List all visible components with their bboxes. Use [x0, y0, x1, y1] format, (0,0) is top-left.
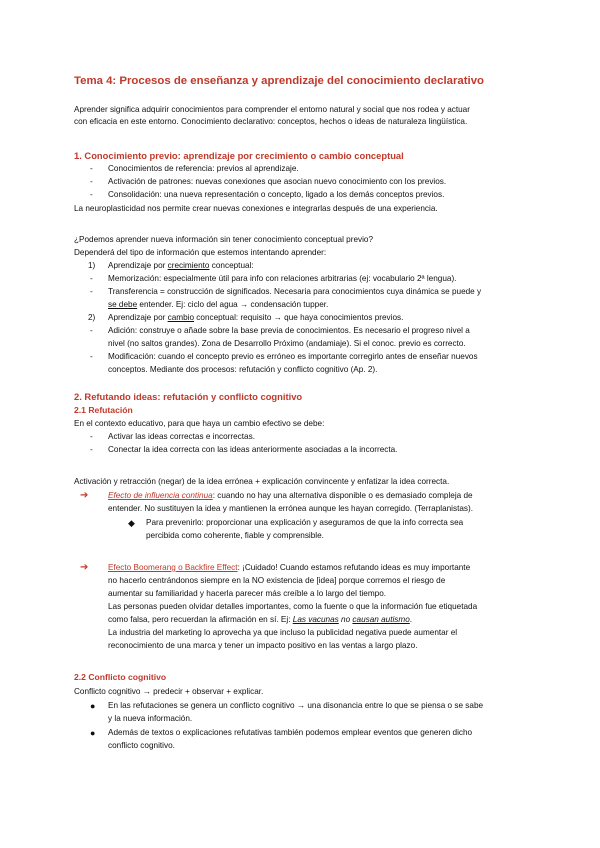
- list-item-cont: conceptos. Mediante dos procesos: refutación y conflicto cognitivo (Ap. 2).: [108, 365, 378, 374]
- list-item-cont: y la nueva información.: [108, 714, 193, 723]
- prevent-text-cont: percibida como coherente, fiable y comprensible.: [146, 531, 324, 540]
- list-item-cont: conflicto cognitivo.: [108, 741, 175, 750]
- influence-effect: Efecto de influencia continua: cuando no hay una alternativa disponible o es demasiado compleja de: [108, 491, 473, 500]
- page-title: Tema 4: Procesos de enseñanza y aprendizaje del conocimiento declarativo: [74, 75, 484, 87]
- list-item: Activación de patrones: nuevas conexiones que asocian nuevo conocimiento con los previos.: [108, 177, 447, 186]
- neuroplasticity-text: La neuroplasticidad nos permite crear nuevas conexiones e integrarlas después de una experiencia.: [74, 204, 438, 213]
- dash-bullet: -: [90, 177, 93, 186]
- arrow-right-icon: ➔: [80, 562, 89, 573]
- dash-bullet: -: [90, 287, 93, 296]
- section-1-heading: 1. Conocimiento previo: aprendizaje por crecimiento o cambio conceptual: [74, 150, 404, 161]
- section-2-heading: 2. Refutando ideas: refutación y conflicto cognitivo: [74, 391, 303, 402]
- dash-bullet: -: [90, 445, 93, 454]
- intro-line-1: Aprender significa adquirir conocimientos para comprender el entorno natural y social que nos rodea y actuar: [74, 105, 470, 114]
- conflict-text: Conflicto cognitivo → predecir + observar + explicar.: [74, 687, 264, 696]
- change-item: Aprendizaje por cambio conceptual: requisito → que haya conocimientos previos.: [108, 313, 404, 322]
- list-item-cont: se debe entender. Ej: ciclo del agua → condensación tupper.: [108, 300, 329, 309]
- list-item: En las refutaciones se genera un conflicto cognitivo → una disonancia entre lo que se piensa o se sabe: [108, 701, 484, 710]
- dash-bullet: -: [90, 274, 93, 283]
- list-number: 2): [88, 313, 96, 322]
- dash-bullet: -: [90, 432, 93, 441]
- subsection-2-1-heading: 2.1 Refutación: [74, 405, 133, 415]
- dash-bullet: -: [90, 190, 93, 199]
- list-item: Modificación: cuando el concepto previo es erróneo es importante corregirlo antes de enseñar nuevos: [108, 352, 478, 361]
- growth-item: Aprendizaje por crecimiento conceptual:: [108, 261, 254, 270]
- list-item: Consolidación: una nueva representación o concepto, ligado a los demás conceptos previos.: [108, 190, 445, 199]
- intro-line-2: con eficacia en este entorno. Conocimiento declarativo: conceptos, hechos o ideas de naturaleza lingüística.: [74, 117, 468, 126]
- question-text: ¿Podemos aprender nueva información sin tener conocimiento conceptual previo?: [74, 235, 374, 244]
- list-item: Conectar la idea correcta con las ideas anteriormente asociadas a la incorrecta.: [108, 445, 398, 454]
- boomerang-line: reconocimiento de una marca y tener un impacto positivo en las ventas a largo plazo.: [108, 641, 418, 650]
- list-item: Transferencia = construcción de significados. Necesaria para conocimientos cuya dinámica se puede y: [108, 287, 482, 296]
- list-item: Memorización: especialmente útil para info con relaciones arbitrarias (ej: vocabulario 2ª lengua).: [108, 274, 457, 283]
- dash-bullet: -: [90, 352, 93, 361]
- list-item-cont: nivel (no saltos grandes). Zona de Desarrollo Próximo (andamiaje). Si el conoc. previo es correcto.: [108, 339, 466, 348]
- list-item: Adición: construye o añade sobre la base previa de conocimientos. Es necesario el progreso nivel a: [108, 326, 470, 335]
- dash-bullet: -: [90, 326, 93, 335]
- prevent-text: Para prevenirlo: proporcionar una explicación y aseguramos de que la info correcta sea: [146, 518, 464, 527]
- list-item: Activar las ideas correctas e incorrectas.: [108, 432, 255, 441]
- activation-text: Activación y retracción (negar) de la idea errónea + explicación convincente y enfatizar la idea correcta.: [74, 477, 450, 486]
- list-number: 1): [88, 261, 96, 270]
- subsection-2-2-heading: 2.2 Conflicto cognitivo: [74, 672, 167, 682]
- dot-bullet-icon: ●: [90, 728, 96, 738]
- influence-effect-cont: entender. No sustituyen la idea y mantienen la errónea aunque les hayan corregido. (Terraplanistas).: [108, 504, 474, 513]
- list-item: Además de textos o explicaciones refutativas también podemos emplear eventos que generen dicho: [108, 728, 473, 737]
- boomerang-line: Las personas pueden olvidar detalles importantes, como la fuente o que la información fue etiquetada: [108, 602, 478, 611]
- context-text: En el contexto educativo, para que haya un cambio efectivo se debe:: [74, 419, 325, 428]
- boomerang-line: no hacerlo centrándonos siempre en la NO existencia de [idea] porque corremos el riesgo de: [108, 576, 446, 585]
- dash-bullet: -: [90, 164, 93, 173]
- diamond-bullet-icon: ◆: [128, 518, 135, 528]
- depends-text: Dependerá del tipo de información que estemos intentando aprender:: [74, 248, 327, 257]
- boomerang-line: aumentar su familiaridad y hacerla parecer más creíble a lo largo del tiempo.: [108, 589, 387, 598]
- list-item: Conocimientos de referencia: previos al aprendizaje.: [108, 164, 299, 173]
- boomerang-line: La industria del marketing lo aprovecha ya que incluso la publicidad negativa puede aumentar el: [108, 628, 458, 637]
- arrow-right-icon: ➔: [80, 490, 89, 501]
- dot-bullet-icon: ●: [90, 701, 96, 711]
- boomerang-effect: Efecto Boomerang o Backfire Effect: ¡Cuidado! Cuando estamos refutando ideas es muy importante: [108, 563, 471, 572]
- boomerang-example: como falsa, pero recuerdan la afirmación en sí. Ej: Las vacunas no causan autismo.: [108, 615, 413, 624]
